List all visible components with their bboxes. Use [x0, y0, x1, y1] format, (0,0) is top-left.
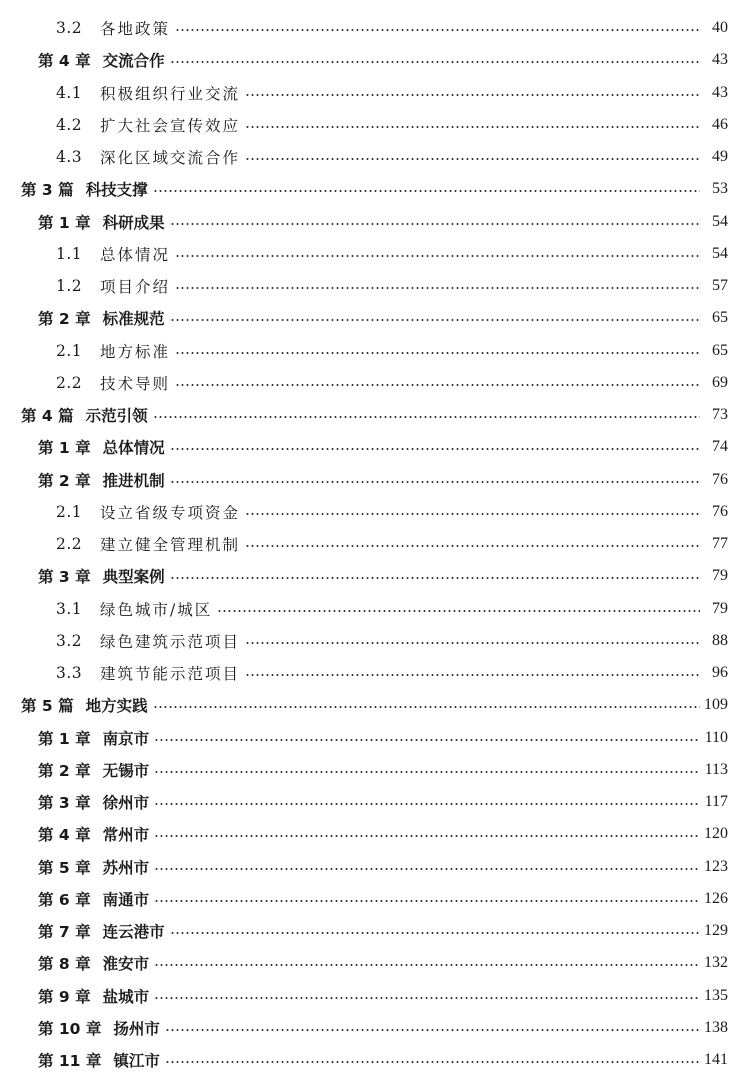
dot-leader: [170, 448, 700, 450]
dot-leader: [175, 29, 700, 31]
toc-entry-title: 镇江市: [113, 1052, 160, 1070]
toc-entry-title: 典型案例: [102, 568, 165, 587]
toc-section-entry: [0, 496, 750, 528]
toc-entry-number: 1.2: [56, 277, 83, 295]
toc-entry-title: 绿色城市/城区: [100, 600, 213, 619]
toc-entry-page: 138: [704, 1018, 728, 1036]
toc-section-entry: [0, 528, 750, 560]
toc-section-entry: [0, 12, 750, 44]
toc-section-entry: [0, 141, 750, 173]
toc-entry-page: 76: [712, 502, 728, 520]
toc-entry-title: 各地政策: [100, 20, 171, 38]
toc-entry-page: 96: [712, 664, 728, 681]
toc-chapter-entry: [0, 786, 750, 818]
toc-chapter-entry: [0, 722, 750, 754]
dot-leader: [165, 1061, 700, 1063]
toc-entry-page: 53: [712, 180, 728, 198]
toc-entry-title: 地方标准: [100, 342, 171, 361]
dot-leader: [153, 190, 700, 192]
toc-entry-title: 技术导则: [100, 374, 171, 393]
toc-section-entry: [0, 657, 750, 689]
toc-entry-page: 117: [704, 793, 728, 810]
dot-leader: [175, 352, 700, 354]
dot-leader: [245, 513, 700, 515]
toc-chapter-entry: [0, 883, 750, 915]
toc-entry-number: 第 4 章: [38, 52, 91, 71]
dot-leader: [153, 416, 700, 418]
toc-entry-number: 第 6 章: [38, 890, 91, 909]
toc-entry-page: 40: [712, 19, 728, 36]
dot-leader: [153, 706, 700, 708]
toc-entry-page: 110: [704, 728, 728, 746]
toc-entry-page: 43: [712, 83, 728, 101]
toc-entry-title: 盐城市: [102, 987, 150, 1006]
toc-section-entry: [0, 367, 750, 399]
toc-entry-page: 123: [704, 857, 728, 875]
dot-leader: [170, 577, 700, 579]
toc-entry-page: 126: [704, 889, 728, 907]
toc-entry-page: 113: [704, 760, 728, 778]
toc-chapter-entry: [0, 915, 750, 947]
toc-entry-number: 4.1: [56, 83, 83, 102]
toc-part-entry: [0, 399, 750, 431]
toc-entry-page: 135: [704, 986, 728, 1004]
toc-chapter-entry: [0, 302, 750, 334]
toc-entry-number: 第 1 章: [38, 729, 91, 748]
toc-entry-number: 2.1: [56, 341, 83, 360]
dot-leader: [165, 1029, 700, 1031]
toc-entry-title: 南京市: [102, 729, 150, 748]
toc-entry-number: 第 4 篇: [21, 407, 74, 425]
toc-entry-title: 扩大社会宣传效应: [100, 116, 241, 135]
toc-chapter-entry: [0, 947, 750, 979]
dot-leader: [245, 94, 700, 96]
toc-entry-title: 建筑节能示范项目: [100, 665, 241, 683]
toc-entry-page: 57: [712, 277, 728, 294]
toc-entry-title: 连云港市: [102, 923, 165, 941]
toc-entry-number: 第 3 篇: [21, 181, 74, 200]
toc-entry-number: 第 11 章: [38, 1052, 102, 1070]
toc-chapter-entry: [0, 851, 750, 883]
toc-entry-title: 科技支撑: [85, 181, 148, 200]
toc-entry-title: 推进机制: [102, 471, 165, 490]
toc-entry-title: 标准规范: [102, 310, 165, 329]
toc-chapter-entry: [0, 1044, 750, 1076]
toc-entry-number: 3.2: [56, 631, 83, 650]
dot-leader: [154, 803, 700, 805]
toc-section-entry: [0, 77, 750, 109]
toc-entry-title: 常州市: [102, 826, 150, 845]
toc-entry-number: 第 8 章: [38, 955, 91, 974]
toc-section-entry: [0, 625, 750, 657]
toc-entry-number: 第 2 章: [38, 471, 91, 490]
toc-entry-number: 4.3: [56, 148, 83, 166]
toc-entry-number: 2.1: [56, 502, 83, 521]
dot-leader: [245, 126, 700, 128]
toc-part-entry: [0, 173, 750, 205]
toc-entry-number: 第 4 章: [38, 826, 91, 845]
toc-entry-number: 第 1 章: [38, 439, 91, 458]
dot-leader: [154, 771, 700, 773]
toc-entry-number: 第 9 章: [38, 987, 91, 1006]
toc-entry-number: 第 3 章: [38, 794, 91, 812]
toc-entry-page: 43: [712, 51, 728, 69]
toc-entry-page: 120: [704, 825, 728, 843]
dot-leader: [175, 287, 700, 289]
toc-entry-title: 科研成果: [102, 213, 165, 232]
toc-entry-page: 46: [712, 115, 728, 133]
toc-entry-title: 南通市: [102, 890, 150, 909]
toc-entry-number: 2.2: [56, 373, 83, 392]
toc-entry-title: 淮安市: [102, 955, 150, 974]
toc-entry-title: 徐州市: [102, 794, 150, 812]
toc-entry-number: 第 1 章: [38, 213, 91, 232]
toc-entry-title: 积极组织行业交流: [100, 84, 241, 103]
toc-entry-number: 3.3: [56, 664, 83, 682]
toc-entry-page: 79: [712, 599, 728, 617]
toc-entry-page: 132: [704, 954, 728, 972]
toc-entry-page: 79: [712, 567, 728, 585]
toc-chapter-entry: [0, 980, 750, 1012]
dot-leader: [245, 642, 700, 644]
toc-entry-title: 扬州市: [113, 1019, 160, 1038]
toc-entry-number: 第 3 章: [38, 568, 91, 587]
toc-entry-title: 设立省级专项资金: [100, 503, 241, 522]
dot-leader: [245, 545, 700, 547]
dot-leader: [217, 610, 700, 612]
toc-entry-title: 绿色建筑示范项目: [100, 632, 241, 651]
toc-entry-page: 141: [704, 1051, 728, 1068]
toc-chapter-entry: [0, 818, 750, 850]
dot-leader: [154, 739, 700, 741]
toc-entry-page: 49: [712, 148, 728, 165]
toc-entry-page: 129: [704, 922, 728, 939]
toc-entry-number: 第 5 篇: [21, 697, 74, 716]
toc-entry-number: 第 2 章: [38, 761, 91, 780]
toc-entry-title: 总体情况: [100, 245, 171, 264]
toc-section-entry: [0, 270, 750, 302]
toc-entry-number: 第 2 章: [38, 310, 91, 329]
toc-entry-page: 88: [712, 631, 728, 649]
dot-leader: [170, 481, 700, 483]
toc-entry-page: 54: [712, 212, 728, 230]
toc-chapter-entry: [0, 464, 750, 496]
toc-chapter-entry: [0, 1012, 750, 1044]
toc-entry-page: 69: [712, 373, 728, 391]
toc-entry-page: 65: [712, 341, 728, 359]
toc-entry-number: 2.2: [56, 535, 83, 553]
dot-leader: [154, 868, 700, 870]
dot-leader: [175, 255, 700, 257]
toc-entry-title: 示范引领: [85, 407, 148, 425]
toc-entry-page: 73: [712, 406, 728, 423]
dot-leader: [154, 835, 700, 837]
dot-leader: [170, 932, 700, 934]
toc-chapter-entry: [0, 560, 750, 592]
toc-chapter-entry: [0, 431, 750, 463]
toc-section-entry: [0, 593, 750, 625]
dot-leader: [245, 158, 700, 160]
toc-entry-page: 76: [712, 470, 728, 488]
toc-part-entry: [0, 689, 750, 721]
dot-leader: [170, 319, 700, 321]
dot-leader: [245, 674, 700, 676]
toc-entry-title: 地方实践: [85, 697, 148, 716]
dot-leader: [170, 61, 700, 63]
toc-entry-number: 3.2: [56, 19, 83, 37]
toc-section-entry: [0, 238, 750, 270]
toc-entry-title: 交流合作: [102, 52, 165, 71]
toc-chapter-entry: [0, 44, 750, 76]
toc-section-entry: [0, 335, 750, 367]
dot-leader: [154, 997, 700, 999]
toc-entry-page: 65: [712, 309, 728, 327]
toc-entry-page: 54: [712, 244, 728, 262]
toc-entry-title: 深化区域交流合作: [100, 149, 241, 167]
toc-entry-number: 4.2: [56, 115, 83, 134]
dot-leader: [154, 900, 700, 902]
toc-entry-number: 第 10 章: [38, 1019, 102, 1038]
toc-entry-number: 3.1: [56, 599, 83, 618]
toc-entry-number: 第 5 章: [38, 858, 91, 877]
dot-leader: [175, 384, 700, 386]
toc-chapter-entry: [0, 754, 750, 786]
toc-entry-title: 无锡市: [102, 761, 150, 780]
toc-entry-number: 第 7 章: [38, 923, 91, 941]
dot-leader: [154, 964, 700, 966]
toc-section-entry: [0, 109, 750, 141]
toc-entry-number: 1.1: [56, 244, 83, 263]
dot-leader: [170, 223, 700, 225]
toc-entry-page: 109: [704, 696, 728, 714]
toc-entry-page: 74: [712, 438, 728, 456]
toc-entry-title: 苏州市: [102, 858, 150, 877]
toc-entry-page: 77: [712, 535, 728, 552]
toc-entry-title: 项目介绍: [100, 278, 171, 296]
toc-entry-title: 建立健全管理机制: [100, 536, 241, 554]
toc-chapter-entry: [0, 206, 750, 238]
toc-entry-title: 总体情况: [102, 439, 165, 458]
